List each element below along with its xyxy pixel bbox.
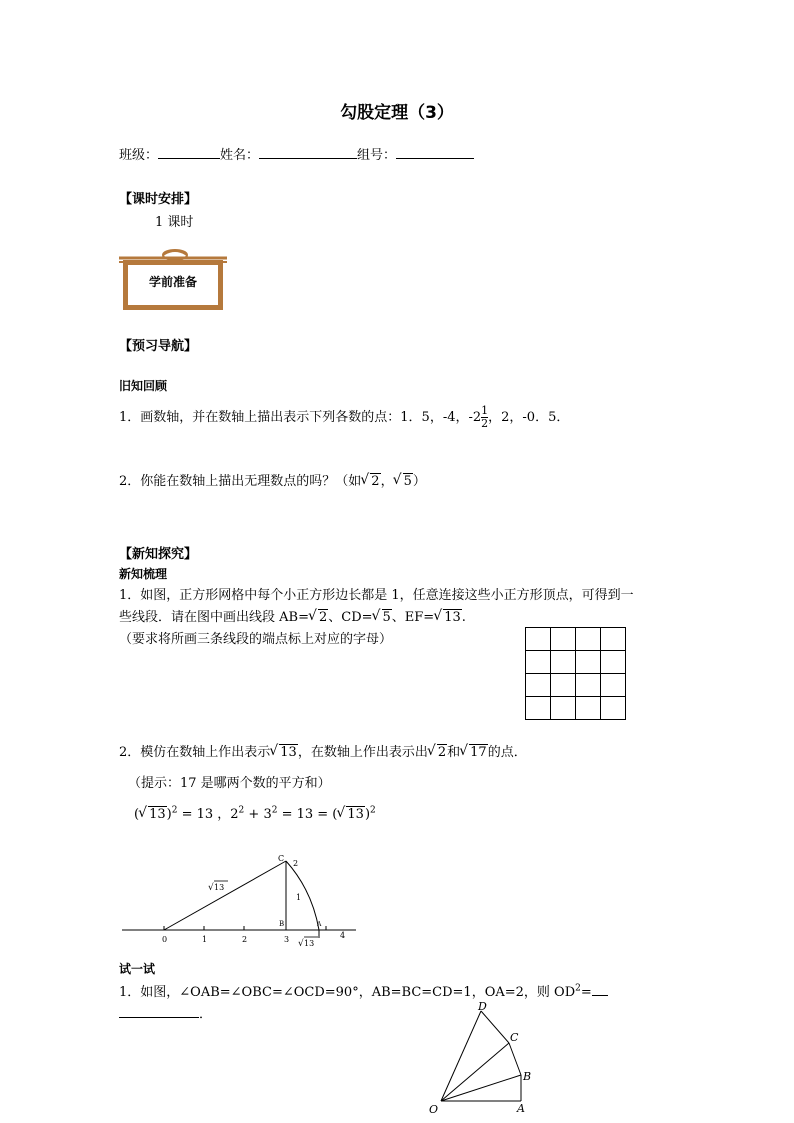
sqrt-5: √ 5 <box>373 610 392 625</box>
number-line-figure <box>118 850 358 950</box>
explore-heading: 【新知探究】 <box>119 547 198 562</box>
sqrt-2: √ 2 <box>361 474 380 489</box>
q1-suffix: ，2，-0．5． <box>488 410 570 425</box>
try-q1-text: 1．如图，∠OAB=∠OBC=∠OCD=90°，AB=BC=CD=1，OA=2，则 OD <box>119 985 576 1000</box>
answer-blank-2[interactable] <box>119 1005 199 1018</box>
try-question-1-cont <box>119 1003 212 1022</box>
p1-text-c: 、EF= <box>391 610 435 625</box>
p2-text-b: ，在数轴上作出表示出 <box>297 745 428 760</box>
svg-text:√: √ <box>208 883 214 893</box>
group-blank[interactable] <box>396 146 474 159</box>
p1-text-b: 、CD= <box>328 610 373 625</box>
schedule-heading: 【课时安排】 <box>119 192 198 207</box>
class-blank[interactable] <box>158 146 220 159</box>
p2-text-a: 2．模仿在数轴上作出表示 <box>119 745 271 760</box>
svg-text:13: 13 <box>214 883 225 892</box>
fraction-numerator: 1 <box>481 404 489 417</box>
study-banner <box>119 247 227 311</box>
q2-text: 2．你能在数轴上描出无理数点的吗？（如 <box>119 474 362 489</box>
preview-heading: 【预习导航】 <box>119 339 198 354</box>
try-q1-end: ． <box>199 1007 213 1022</box>
tick-2: 2 <box>242 935 248 944</box>
schedule-value: 1 课时 <box>155 215 194 230</box>
class-label: 班级： <box>119 148 159 163</box>
hyp-sqrt-label <box>208 881 228 893</box>
tick-1: 1 <box>202 935 208 944</box>
name-label: 姓名： <box>220 148 260 163</box>
tick-0: 0 <box>162 935 168 944</box>
point-b: B <box>523 1070 532 1083</box>
point-o: O <box>429 1103 439 1116</box>
point-a: A <box>517 1102 525 1115</box>
sqrt-2: √ 2 <box>428 745 447 760</box>
label-one: 1 <box>296 893 302 902</box>
explore-p1-line1: 1．如图，正方形网格中每个小正方形边长都是 1，任意连接这些小正方形顶点，可得到一 <box>119 588 634 603</box>
tick-4: 4 <box>340 931 346 940</box>
p1-text-a: 些线段．请在图中画出线段 AB= <box>119 610 309 625</box>
point-c: C <box>510 1031 519 1044</box>
review-question-1 <box>119 405 569 430</box>
p1-text-d: . <box>461 610 466 625</box>
review-question-2 <box>119 470 426 489</box>
p2-text-c: 和 <box>447 745 461 760</box>
tick-3: 3 <box>284 935 290 944</box>
label-a: A <box>317 921 322 928</box>
q2-suffix: ） <box>412 474 426 489</box>
explore-p1-note: （要求将所画三条线段的端点标上对应的字母） <box>119 632 393 647</box>
point-d: D <box>478 1000 487 1013</box>
explore-subtitle: 新知梳理 <box>119 567 168 581</box>
name-blank[interactable] <box>259 146 357 159</box>
square-grid-figure[interactable] <box>525 627 627 721</box>
explore-formula: (√ 13)$^2$ = 13 ，$2^2 + 3^2 = 13$ = (√ 13)$^2$ <box>134 803 376 822</box>
sqrt-13: √ 13 <box>337 807 365 822</box>
label-two: 2 <box>293 859 299 868</box>
svg-text:13: 13 <box>304 939 315 948</box>
fraction-denominator: 2 <box>481 417 489 430</box>
svg-text:√: √ <box>298 939 304 949</box>
q1-text: 1．画数轴，并在数轴上描出表示下列各数的点：1．5，-4，-2 <box>119 410 482 425</box>
sqrt-17: √ 17 <box>460 745 488 760</box>
root-sqrt-label <box>298 937 318 949</box>
page-title: 勾股定理（3） <box>340 103 454 123</box>
try-q1-sup: 2 <box>575 983 581 994</box>
try-heading: 试一试 <box>119 962 156 976</box>
explore-p2 <box>119 741 527 760</box>
explore-hint: （提示：17 是哪两个数的平方和） <box>128 776 331 791</box>
student-info-row <box>119 144 474 163</box>
answer-blank-1[interactable] <box>592 983 608 996</box>
sqrt-13: √ 13 <box>139 807 167 822</box>
p2-text-d: 的点． <box>487 745 527 760</box>
banner-text: 学前准备 <box>148 275 197 289</box>
explore-p1-line2 <box>119 606 466 625</box>
label-c: C <box>278 854 285 863</box>
sqrt-2: √ 2 <box>309 610 328 625</box>
label-b: B <box>279 920 285 928</box>
sqrt-5: √ 5 <box>394 474 413 489</box>
q2-sep: ， <box>380 474 394 489</box>
try-q1-eq: = <box>580 985 592 1000</box>
review-title: 旧知回顾 <box>119 379 168 393</box>
spiral-triangle-figure <box>425 998 540 1118</box>
group-label: 组号： <box>357 148 397 163</box>
sqrt-13: √ 13 <box>434 610 462 625</box>
sqrt-13: √ 13 <box>270 745 298 760</box>
